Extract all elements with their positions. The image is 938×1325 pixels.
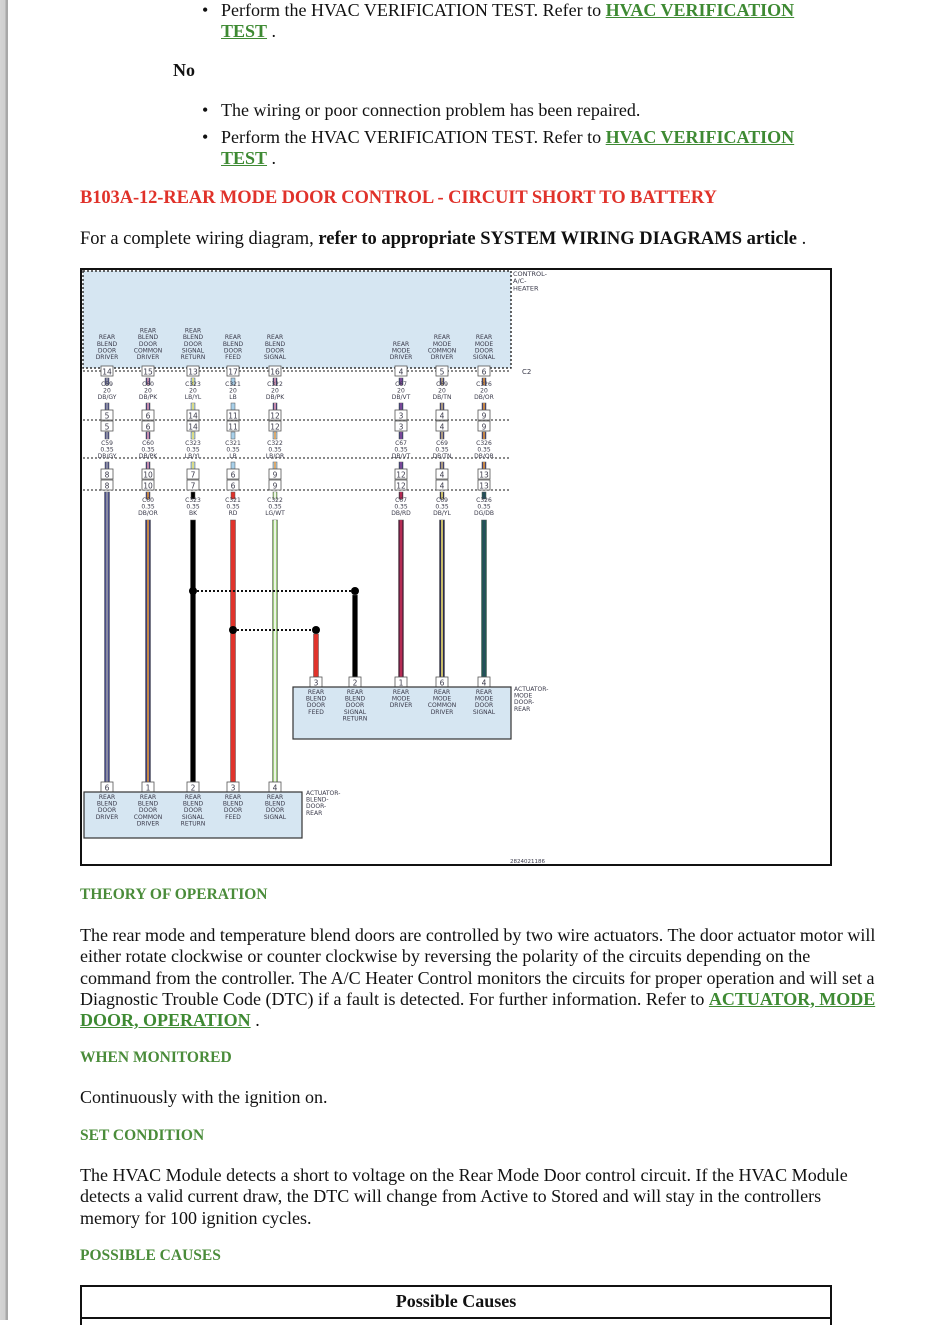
mode-actuator-name: ACTUATOR-MODE DOOR-REAR <box>514 686 549 713</box>
possible-causes-heading: POSSIBLE CAUSES <box>80 1247 221 1264</box>
blend-circuit-2-inline-pin-b-label: 6 <box>145 422 151 432</box>
table-header: Possible Causes <box>82 1287 830 1319</box>
mode-wire-1-stripe <box>400 520 402 677</box>
mode-circuit-2-inline-pin-b-label: 4 <box>439 422 445 432</box>
blend-circuit-5-stub2-stripe <box>274 403 276 410</box>
mode-circuit-3-inline-pin-c-label: 13 <box>479 470 489 480</box>
list-item: • Perform the HVAC VERIFICATION TEST. Refer to HVAC VERIFICATION TEST . <box>200 0 840 42</box>
blend-actuator-pin-2-label: 1 <box>145 783 151 793</box>
mode-actuator-pin-1-label: 1 <box>398 678 404 688</box>
blend-circuit-2-stub4-stripe <box>147 462 149 469</box>
blend-wire-1-stripe <box>106 492 108 782</box>
blend-circuit-3-stub2-stripe <box>192 403 194 410</box>
mode-circuit-1-inline-pin-a-label: 3 <box>398 411 404 421</box>
blend-circuit-2-segment1-label: C60 20 DB/PK <box>138 381 158 402</box>
blend-circuit-4-stub2 <box>231 403 235 410</box>
blend-circuit-3-module-label: REAR BLEND DOOR SIGNAL RETURN <box>180 327 206 361</box>
mode-actuator-pin-label-1: REAR MODE DRIVER <box>389 689 413 710</box>
mode-circuit-3-inline-pin-d-label: 13 <box>479 481 489 491</box>
blend-circuit-3-segment3-label: C323 0.35 BK <box>185 497 201 518</box>
mode-circuit-1-stub3-stripe <box>400 432 402 439</box>
blend-circuit-1-stub2-stripe <box>106 403 108 410</box>
mode-circuit-1-stub4-stripe <box>400 462 402 469</box>
mode-circuit-1-module-pin-label: 4 <box>398 367 404 377</box>
no-action-list <box>200 100 840 175</box>
blend-circuit-4-segment1-label: C321 20 LB <box>225 381 241 402</box>
blend-circuit-4-module-pin-label: 17 <box>228 367 238 377</box>
blend-actuator-pin-label-2: REAR BLEND DOOR COMMON DRIVER <box>133 794 163 828</box>
mode-circuit-3-stub4-stripe <box>483 462 485 469</box>
blend-circuit-2-inline-pin-a-label: 6 <box>145 411 151 421</box>
blend-circuit-5-segment3-label: C322 0.35 LG/WT <box>265 497 285 518</box>
blend-circuit-5-module-pin-label: 16 <box>270 367 280 377</box>
mode-circuit-2-stub2-stripe <box>441 403 443 410</box>
mode-actuator-pin-3-label: 4 <box>481 678 487 688</box>
blend-circuit-1-stub3-stripe <box>106 432 108 439</box>
blend-circuit-3-module-pin-label: 13 <box>188 367 198 377</box>
blend-circuit-5-module-label: REAR BLEND DOOR SIGNAL <box>263 334 287 361</box>
mode-circuit-1-inline-pin-c-label: 12 <box>396 470 406 480</box>
blend-actuator-pin-label-5: REAR BLEND DOOR SIGNAL <box>263 794 287 821</box>
blend-circuit-2-inline-pin-d-label: 10 <box>143 481 153 491</box>
blend-circuit-3-inline-pin-b-label: 14 <box>188 422 198 432</box>
blend-actuator-pin-label-4: REAR BLEND DOOR FEED <box>222 794 244 821</box>
mode-circuit-2-segment3-label: C69 0.35 DB/YL <box>433 497 451 518</box>
page-scroll-edge <box>0 0 8 1320</box>
set-condition-text: The HVAC Module detects a short to voltage on the Rear Mode Door control circuit. If the HVAC Module detects a valid current draw, the DTC will change from Active to Stored and will stay in the controllers memory for 100 ignition cycles. <box>80 1165 848 1228</box>
blend-circuit-4-segment2-label: C321 0.35 LB <box>225 440 241 461</box>
blend-actuator-pin-label-1: REAR BLEND DOOR DRIVER <box>95 794 119 821</box>
blend-circuit-2-stub2-stripe <box>147 403 149 410</box>
possible-causes-table <box>80 1285 832 1325</box>
blend-circuit-1-module-pin-label: 14 <box>102 367 112 377</box>
blend-wire-2-stripe <box>147 520 149 782</box>
wiring-diagram <box>80 268 832 866</box>
blend-circuit-2-inline-pin-c-label: 10 <box>143 470 153 480</box>
mode-actuator-pin-label-3: REAR MODE DOOR SIGNAL <box>472 689 496 716</box>
mode-circuit-1-inline-pin-d-label: 12 <box>396 481 406 491</box>
blend-circuit-5-segment1-label: C322 20 DB/PK <box>265 381 285 402</box>
mode-circuit-1-segment1-label: C67 20 DB/VT <box>391 381 411 402</box>
mode-actuator-shared-label-2: REAR BLEND DOOR SIGNAL RETURN <box>342 689 368 723</box>
mode-circuit-1-stub2-stripe <box>400 403 402 410</box>
blend-actuator-pin-3-label: 2 <box>190 783 196 793</box>
blend-circuit-4-inline-pin-c-label: 6 <box>230 470 236 480</box>
blend-circuit-4-inline-pin-b-label: 11 <box>228 422 238 432</box>
mode-actuator-shared-label-1: REAR BLEND DOOR FEED <box>305 689 327 716</box>
blend-circuit-1-inline-pin-b-label: 5 <box>104 422 110 432</box>
mode-circuit-2-stub4-stripe <box>441 462 443 469</box>
mode-circuit-1-module-label: REAR MODE DRIVER <box>389 340 413 361</box>
blend-wire-4 <box>231 520 236 782</box>
wiring-diagram-note: For a complete wiring diagram, refer to appropriate SYSTEM WIRING DIAGRAMS article . <box>80 229 807 249</box>
mode-circuit-3-inline-pin-b-label: 9 <box>481 422 487 432</box>
mode-circuit-2-segment2-label: C69 0.35 DB/TN <box>432 440 452 461</box>
no-branch-label: No <box>173 60 195 80</box>
splice-dot <box>312 626 320 634</box>
blend-circuit-1-inline-pin-d-label: 8 <box>104 481 110 491</box>
mode-wire-3-stripe <box>483 520 485 677</box>
list-item: • The wiring or poor connection problem has been repaired. <box>200 100 840 121</box>
theory-heading: THEORY OF OPERATION <box>80 886 268 903</box>
blend-wire-5-stripe <box>274 520 276 782</box>
when-monitored-heading: WHEN MONITORED <box>80 1049 232 1066</box>
splice-dot <box>351 587 359 595</box>
mode-circuit-2-module-label: REAR MODE COMMON DRIVER <box>427 334 457 361</box>
yes-action-list <box>200 0 840 48</box>
mode-actuator-shared-pin-2-label: 2 <box>352 678 358 688</box>
mode-circuit-3-inline-pin-a-label: 9 <box>481 411 487 421</box>
blend-circuit-4-segment3-label: C321 0.35 RD <box>225 497 241 518</box>
splice-dot <box>229 626 237 634</box>
blend-circuit-4-inline-pin-d-label: 6 <box>230 481 236 491</box>
blend-circuit-3-inline-pin-d-label: 7 <box>190 481 196 491</box>
mode-circuit-2-module-pin-label: 5 <box>439 367 445 377</box>
blend-circuit-2-stub3-stripe <box>147 432 149 439</box>
mode-circuit-3-segment1-label: C326 20 DB/OR <box>474 381 494 402</box>
blend-circuit-1-inline-pin-a-label: 5 <box>104 411 110 421</box>
blend-circuit-5-inline-pin-d-label: 9 <box>272 481 278 491</box>
dtc-title: B103A-12-REAR MODE DOOR CONTROL - CIRCUIT SHORT TO BATTERY <box>80 188 717 208</box>
blend-actuator-pin-5-label: 4 <box>272 783 278 793</box>
blend-circuit-4-stub4 <box>231 462 235 469</box>
mode-actuator-shared-pin-1-label: 3 <box>313 678 319 688</box>
connector-c2-label: C2 <box>522 368 532 376</box>
mode-circuit-1-segment2-label: C67 0.35 DB/VT <box>391 440 411 461</box>
blend-circuit-3-stub3-stripe <box>192 432 194 439</box>
blend-circuit-5-inline-pin-a-label: 12 <box>270 411 280 421</box>
theory-text: The rear mode and temperature blend doors are controlled by two wire actuators. The door actuator motor will either rotate clockwise or counter clockwise by reversing the polarity of the circuits depending on the command from the controller. The A/C Heater Control monitors the circuits for proper operation and will set a Diagnostic Trouble Code (DTC) if a fault is detected. For further information. Refer to ACTUATOR, MODE DOOR, OPERATION . <box>80 925 876 1031</box>
hvac-verification-test-link[interactable]: HVAC VERIFICATION TEST <box>221 127 795 168</box>
blend-actuator-name: ACTUATOR-BLEND-DOOR-REAR <box>306 790 341 817</box>
blend-circuit-4-inline-pin-a-label: 11 <box>228 411 238 421</box>
mode-circuit-2-inline-pin-d-label: 4 <box>439 481 445 491</box>
blend-circuit-1-stub4-stripe <box>106 462 108 469</box>
mode-circuit-3-segment3-label: C326 0.35 DG/DB <box>473 497 495 518</box>
blend-wire-3 <box>191 520 196 782</box>
blend-circuit-2-module-label: REAR BLEND DOOR COMMON DRIVER <box>133 327 163 361</box>
mode-circuit-3-module-label: REAR MODE DOOR SIGNAL <box>472 334 496 361</box>
blend-circuit-1-module-label: REAR BLEND DOOR DRIVER <box>95 334 119 361</box>
blend-circuit-2-module-pin-label: 15 <box>143 367 153 377</box>
splice-dot <box>189 587 197 595</box>
blend-circuit-3-inline-pin-c-label: 7 <box>190 470 196 480</box>
blend-actuator-pin-4-label: 3 <box>230 783 236 793</box>
mode-circuit-2-segment1-label: C69 20 DB/TN <box>432 381 452 402</box>
blend-circuit-3-inline-pin-a-label: 14 <box>188 411 198 421</box>
blend-circuit-3-segment1-label: C323 20 LB/YL <box>184 381 202 402</box>
blend-circuit-5-stub3-stripe <box>274 432 276 439</box>
mode-circuit-1-inline-pin-b-label: 3 <box>398 422 404 432</box>
mode-circuit-1-segment3-label: C67 0.35 DB/RD <box>391 497 411 518</box>
blend-actuator-pin-1-label: 6 <box>104 783 110 793</box>
diagram-id-label: 2824021186 <box>510 859 545 865</box>
when-monitored-text: Continuously with the ignition on. <box>80 1087 328 1107</box>
blend-circuit-2-segment3-label: C60 0.35 DB/OR <box>138 497 158 518</box>
mode-wire-2-stripe <box>441 520 443 677</box>
mode-circuit-3-stub3-stripe <box>483 432 485 439</box>
blend-actuator-pin-label-3: REAR BLEND DOOR SIGNAL RETURN <box>180 794 206 828</box>
mode-shared-wire-2 <box>353 595 358 677</box>
blend-circuit-5-stub4-stripe <box>274 462 276 469</box>
mode-circuit-2-inline-pin-a-label: 4 <box>439 411 445 421</box>
blend-circuit-4-stub3 <box>231 432 235 439</box>
control-module-name: CONTROL-A/C-HEATER <box>513 270 547 293</box>
blend-circuit-2-segment2-label: C60 0.35 DB/PK <box>138 440 158 461</box>
set-condition-heading: SET CONDITION <box>80 1127 205 1144</box>
blend-circuit-1-inline-pin-c-label: 8 <box>104 470 110 480</box>
actuator-mode-door-operation-link[interactable]: ACTUATOR, MODE DOOR, OPERATION <box>80 988 876 1031</box>
list-item: • Perform the HVAC VERIFICATION TEST. Refer to HVAC VERIFICATION TEST . <box>200 127 840 169</box>
mode-circuit-3-stub2-stripe <box>483 403 485 410</box>
blend-circuit-5-inline-pin-c-label: 9 <box>272 470 278 480</box>
blend-circuit-3-segment2-label: C323 0.35 LB/YL <box>184 440 202 461</box>
mode-actuator-pin-2-label: 6 <box>439 678 445 688</box>
wiring-diagram-svg <box>80 268 832 866</box>
mode-circuit-3-segment2-label: C326 0.35 DB/OR <box>474 440 494 461</box>
hvac-verification-test-link[interactable]: HVAC VERIFICATION TEST <box>221 0 795 41</box>
mode-shared-wire-1 <box>314 634 319 677</box>
mode-circuit-3-module-pin-label: 6 <box>481 367 487 377</box>
blend-circuit-4-module-label: REAR BLEND DOOR FEED <box>222 334 244 361</box>
blend-circuit-5-inline-pin-b-label: 12 <box>270 422 280 432</box>
blend-circuit-1-segment1-label: C59 20 DB/GY <box>97 381 117 402</box>
blend-circuit-3-stub4-stripe <box>192 462 194 469</box>
blend-circuit-5-segment2-label: C322 0.35 LB/OR <box>265 440 285 461</box>
mode-circuit-2-stub3-stripe <box>441 432 443 439</box>
blend-circuit-1-segment2-label: C59 0.35 DB/GY <box>97 440 117 461</box>
mode-actuator-pin-label-2: REAR MODE COMMON DRIVER <box>427 689 457 716</box>
mode-circuit-2-inline-pin-c-label: 4 <box>439 470 445 480</box>
